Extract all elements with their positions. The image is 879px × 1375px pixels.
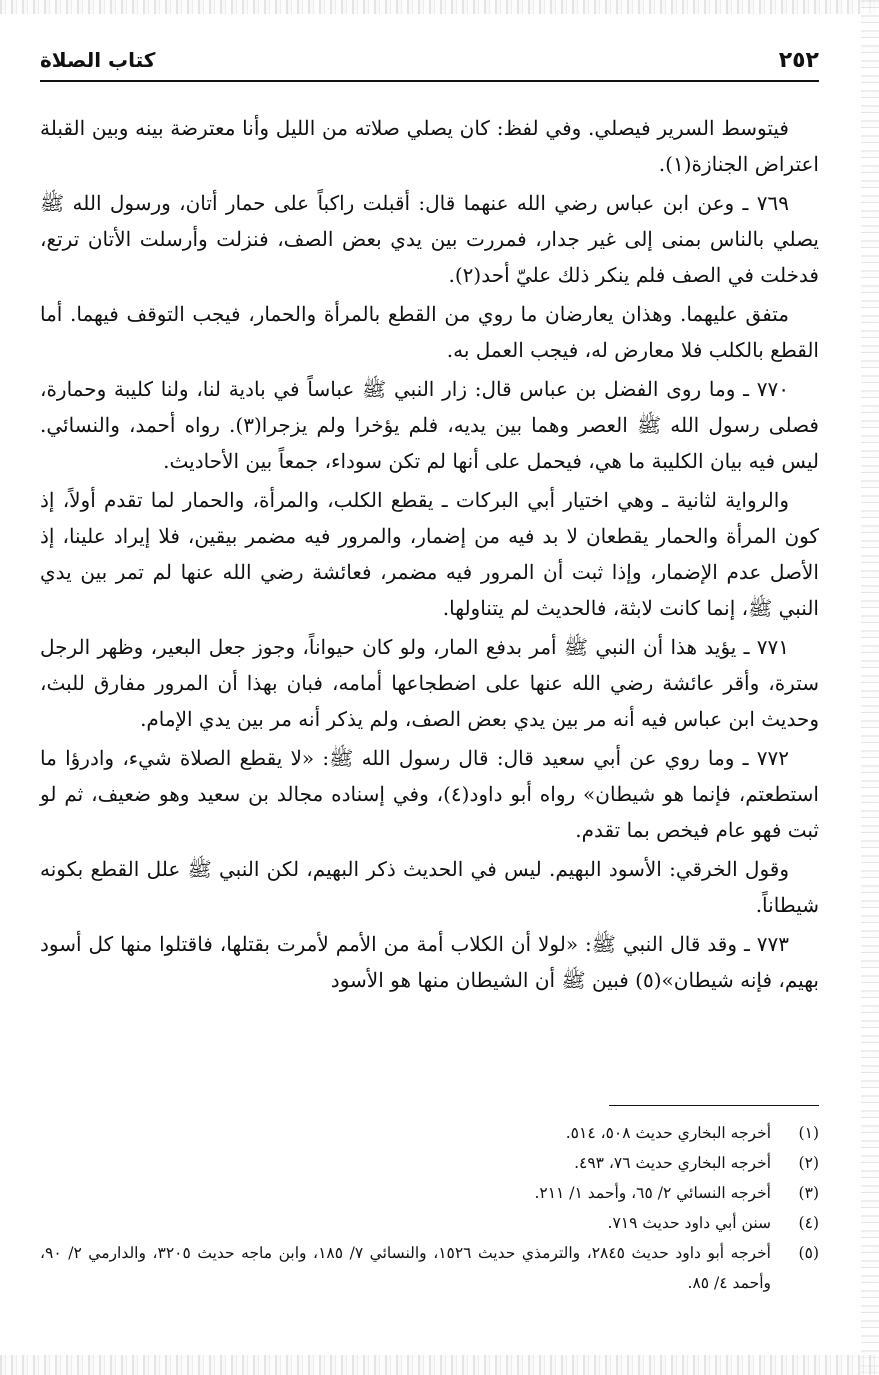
paragraph: ٧٧١ ـ يؤيد هذا أن النبي ﷺ أمر بدفع المار، ولو كان حيواناً، وجوز جعل البعير، وظهر الرجل سترة، وأقر عائشة رضي الله عنها على اضطجاعها أمامه، فبان بهذا أن المرور مفارق للبث، وحديث ابن عباس فيه أنه مر بين يدي بعض الصف، ولم يذكر أنه مر بين يدي الإمام. (40, 635, 819, 731)
paragraph: فيتوسط السرير فيصلي. وفي لفظ: كان يصلي صلاته من الليل وأنا معترضة بينه وبين القبلة اعتراض الجنازة(١). (40, 116, 819, 176)
footnote-number: (١) (798, 1124, 819, 1142)
footnote-number: (٤) (798, 1214, 819, 1232)
footnote-text: أخرجه البخاري حديث ٧٦، ٤٩٣. (574, 1154, 771, 1172)
footnote-item (40, 1208, 819, 1238)
paragraph: وقول الخرقي: الأسود البهيم. ليس في الحديث ذكر البهيم، لكن النبي ﷺ علل القطع بكونه شيطاناً. (40, 857, 819, 917)
footnote-item (40, 1238, 819, 1298)
footnotes (40, 1105, 819, 1298)
paragraph: ٧٦٩ ـ وعن ابن عباس رضي الله عنهما قال: أقبلت راكباً على حمار أتان، ورسول الله ﷺ يصلي بالناس بمنى إلى غير جدار، فمررت بين يدي بعض الصف، فنزلت وأرسلت الأتان ترتع، فدخلت في الصف فلم ينكر ذلك عليّ أحد(٢). (40, 191, 819, 287)
page-header (40, 40, 819, 82)
footnote-text: أخرجه النسائي ٢/ ٦٥، وأحمد ١/ ٢١١. (534, 1184, 771, 1202)
footnote-text: سنن أبي داود حديث ٧١٩. (607, 1214, 771, 1232)
footnote-text: أخرجه أبو داود حديث ٢٨٤٥، والترمذي حديث ١٥٢٦، والنسائي ٧/ ١٨٥، وابن ماجه حديث ٣٢٠٥، والدارمي ٢/ ٩٠، وأحمد ٤/ ٨٥. (40, 1244, 771, 1292)
book-page (40, 40, 819, 1365)
page-number: ٢٥٢ (778, 47, 819, 73)
footnote-number: (٣) (798, 1184, 819, 1202)
chapter-title: كتاب الصلاة (40, 48, 156, 72)
paragraph: والرواية لثانية ـ وهي اختيار أبي البركات ـ يقطع الكلب، والمرأة، والحمار لما تقدم أولاً، إذ كون المرأة والحمار يقطعان لا بد فيه من إضمار، والمرور فيه مضمر بيقين، فلا إيراد علينا، إذ الأصل عدم الإضمار، وإذا ثبت أن المرور فيه مضمر، فعائشة رضي الله عنها لم تمر بين يدي النبي ﷺ، إنما كانت لابثة، فالحديث لم يتناولها. (40, 488, 819, 620)
footnote-divider (609, 1105, 819, 1106)
footnote-item (40, 1118, 819, 1148)
footnote-number: (٢) (798, 1154, 819, 1172)
footnote-text: أخرجه البخاري حديث ٥٠٨، ٥١٤. (565, 1124, 771, 1142)
paragraph: ٧٧٢ ـ وما روي عن أبي سعيد قال: قال رسول الله ﷺ: «لا يقطع الصلاة شيء، وادرؤا ما استطعتم، فإنما هو شيطان» رواه أبو داود(٤)، وفي إسناده مجالد بن سعيد وهو ضعيف، ثم لو ثبت فهو عام فيخص بما تقدم. (40, 746, 819, 842)
paragraph: متفق عليهما. وهذان يعارضان ما روي من القطع بالمرأة والحمار، فيجب التوقف فيهما. أما القطع بالكلب فلا معارض له، فيجب العمل به. (40, 302, 819, 362)
scan-noise-top (0, 0, 879, 14)
footnote-item (40, 1178, 819, 1208)
footnote-item (40, 1148, 819, 1178)
scan-noise-right (861, 0, 879, 1375)
paragraph: ٧٧٣ ـ وقد قال النبي ﷺ: «لولا أن الكلاب أمة من الأمم لأمرت بقتلها، فاقتلوا منها كل أسود بهيم، فإنه شيطان»(٥) فبين ﷺ أن الشيطان منها هو الأسود (40, 932, 819, 992)
paragraph: ٧٧٠ ـ وما روى الفضل بن عباس قال: زار النبي ﷺ عباساً في بادية لنا، ولنا كليبة وحمارة، فصلى رسول الله ﷺ العصر وهما بين يديه، فلم يؤخرا ولم يزجرا(٣). رواه أحمد، والنسائي. ليس فيه بيان الكليبة ما هي، فيحمل على أنها لم تكن سوداء، جمعاً بين الأحاديث. (40, 377, 819, 473)
body-text (40, 110, 819, 998)
footnote-number: (٥) (798, 1244, 819, 1262)
